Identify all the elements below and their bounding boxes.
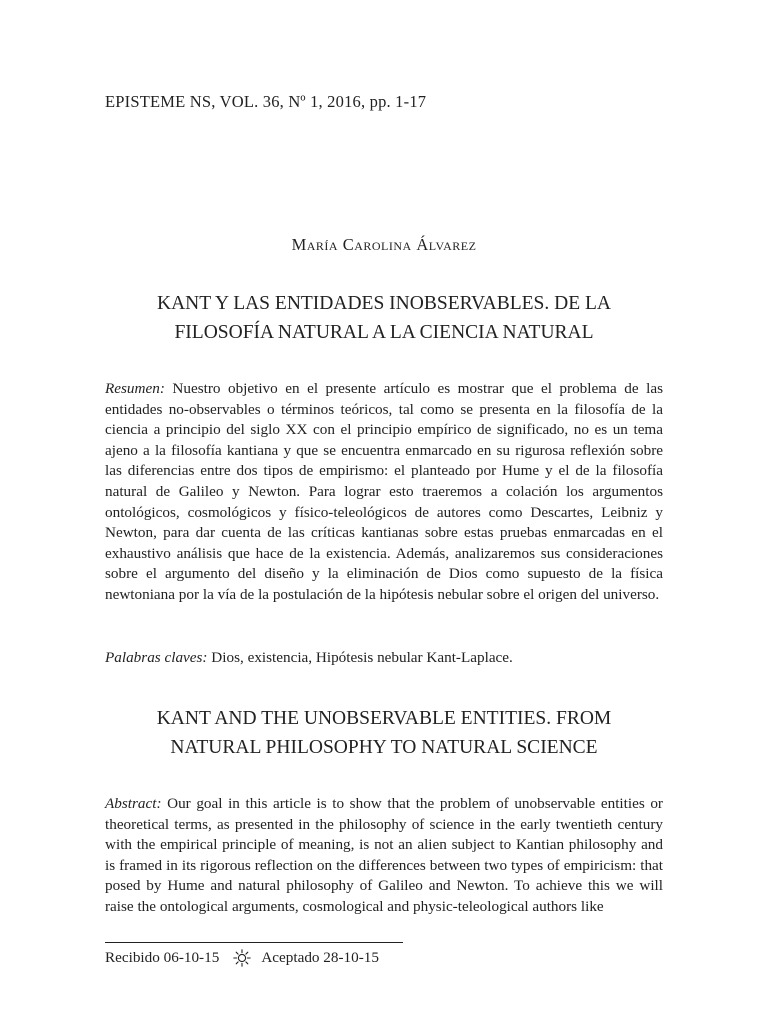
submission-dates <box>105 949 379 967</box>
keywords-label: Palabras claves: <box>105 649 208 666</box>
title-spanish-line-1: KANT Y LAS ENTIDADES INOBSERVABLES. DE LA <box>157 293 611 314</box>
sun-icon <box>233 949 251 967</box>
title-spanish-line-2: FILOSOFÍA NATURAL A LA CIENCIA NATURAL <box>174 322 594 343</box>
received-date: Recibido 06-10-15 <box>105 949 220 966</box>
abstract-english-text: Our goal in this article is to show that the problem of unobservable entities or theoretical terms, as presented in the philosophy of science in the early twentieth century with the empirical principle of meaning, is not an alien subject to Kantian philosophy and is framed in its rigorous reflection on the differences between two types of empiricism: that posed by Hume and natural philosophy of Galileo and Newton. To achieve this we will raise the ontological arguments, cosmological and physic-teleological authors like <box>105 795 663 915</box>
keywords-spanish <box>105 648 663 668</box>
journal-reference: EPISTEME NS, VOL. 36, Nº 1, 2016, pp. 1-17 <box>105 92 427 111</box>
footnote-divider <box>105 942 403 943</box>
abstract-spanish-text: Nuestro objetivo en el presente artículo es mostrar que el problema de las entidades no-observables o términos teóricos, tal como se presenta en la filosofía de la ciencia a principio del siglo XX con el principio empírico de significado, no es un tema ajeno a la filosofía kantiana y que se encuentra enmarcado en su rigurosa reflexión sobre las diferencias entre dos tipos de empirismo: el planteado por Hume y el de la filosofía natural de Galileo y Newton. Para lograr esto traeremos a colación los argumentos ontológicos, cosmológicos y físico-teleológicos de autores como Descartes, Leibniz y Newton, para dar cuenta de las críticas kantianas sobre estas pruebas enmarcadas en el exhaustivo análisis que hace de la existencia. Además, analizaremos sus consideraciones sobre el argumento del diseño y la eliminación de Dios como supuesto de la física newtoniana por la vía de la postulación de la hipótesis nebular sobre el origen del universo. <box>105 380 663 603</box>
abstract-english-label: Abstract: <box>105 795 162 812</box>
author-name: María Carolina Álvarez <box>291 235 477 254</box>
title-spanish <box>105 289 663 347</box>
title-english-line-2: NATURAL PHILOSOPHY TO NATURAL SCIENCE <box>170 737 598 758</box>
title-english <box>105 704 663 762</box>
keywords-text: Dios, existencia, Hipótesis nebular Kant-Laplace. <box>207 649 513 666</box>
title-english-line-1: KANT AND THE UNOBSERVABLE ENTITIES. FROM <box>156 708 612 729</box>
accepted-date: Aceptado 28-10-15 <box>261 949 379 966</box>
abstract-english <box>105 794 663 918</box>
abstract-spanish-label: Resumen: <box>105 380 165 397</box>
abstract-spanish <box>105 379 663 606</box>
